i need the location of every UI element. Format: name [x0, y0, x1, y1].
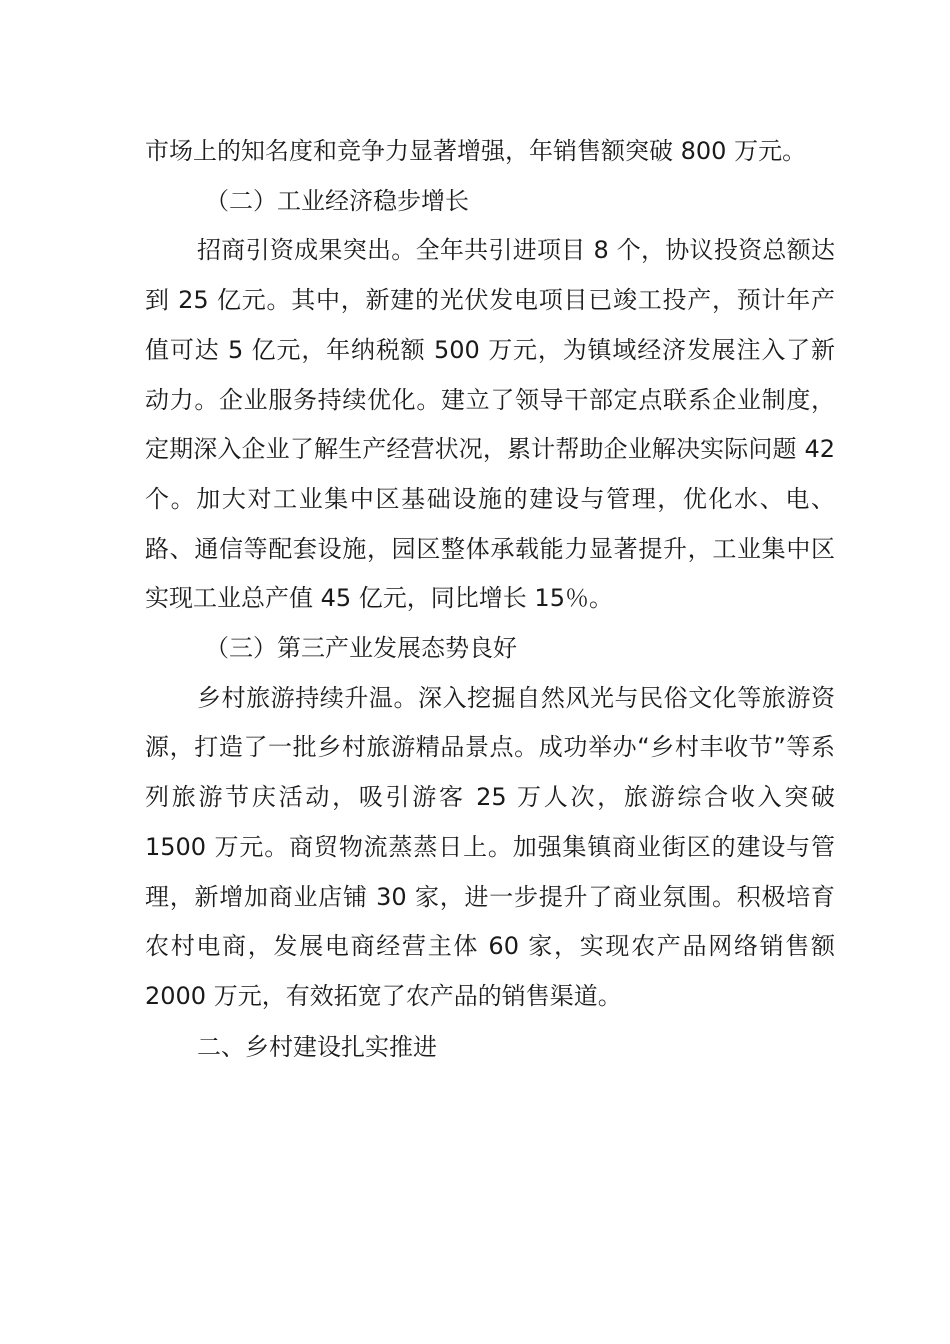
section-heading-rural-construction: 二、乡村建设扎实推进 [197, 1032, 437, 1061]
subheading-tertiary-industry: （三）第三产业发展态势良好 [205, 634, 517, 663]
body-paragraph-continued: 市场上的知名度和竞争力显著增强，年销售额突破 800 万元。 [145, 137, 807, 165]
subheading-industrial-economy: （二）工业经济稳步增长 [205, 186, 469, 215]
body-paragraph-tertiary-industry: 乡村旅游持续升温。深入挖掘自然风光与民俗文化等旅游资源，打造了一批乡村旅游精品景点。成功举办“乡村丰收节”等系列旅游节庆活动，吸引游客 25 万人次，旅游综合收入突破 1500 万元。商贸物流蒸蒸日上。加强集镇商业街区的建设与管理，新增加商业店铺 30 家，进一步提升了商业氛围。积极培育农村电商，发展电商经营主体 60 家，实现农产品网络销售额 2000 万元，有效拓宽了农产品的销售渠道。 [145, 683, 835, 1010]
body-paragraph-industrial-economy: 招商引资成果突出。全年共引进项目 8 个，协议投资总额达到 25 亿元。其中，新建的光伏发电项目已竣工投产，预计年产值可达 5 亿元，年纳税额 500 万元，为镇域经济发展注入了新动力。企业服务持续优化。建立了领导干部定点联系企业制度，定期深入企业了解生产经营状况，累计帮助企业解决实际问题 42 个。加大对工业集中区基础设施的建设与管理，优化水、电、路、通信等配套设施，园区整体承载能力显著提升，工业集中区实现工业总产值 45 亿元，同比增长 15％。 [145, 236, 835, 613]
document-body [145, 127, 835, 1072]
